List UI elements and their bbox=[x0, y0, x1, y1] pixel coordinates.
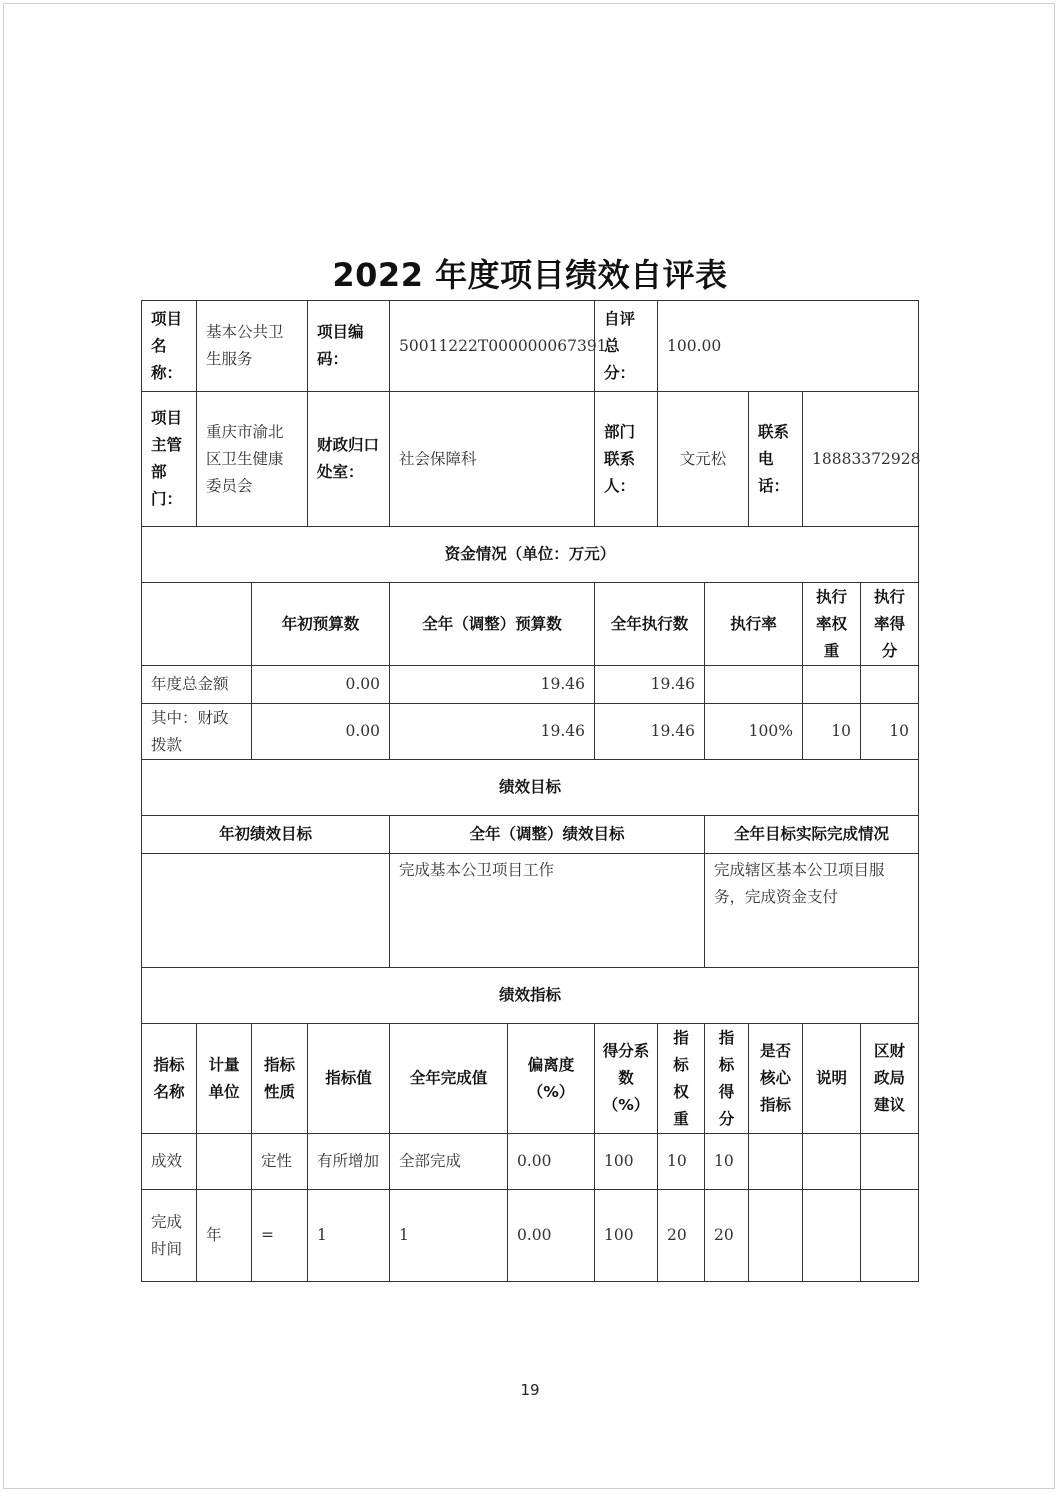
goals-initial-value bbox=[141, 854, 390, 968]
ind-cell: 年 bbox=[197, 1190, 252, 1282]
project-name-value: 基本公共卫生服务 bbox=[197, 300, 308, 392]
funds-cell: 100% bbox=[705, 704, 803, 760]
funds-header-blank bbox=[141, 583, 252, 666]
ind-cell bbox=[803, 1190, 861, 1282]
ind-cell: 100 bbox=[595, 1134, 658, 1190]
ind-cell: 0.00 bbox=[508, 1190, 595, 1282]
ind-cell: 成效 bbox=[141, 1134, 197, 1190]
finance-value: 社会保障科 bbox=[390, 392, 595, 527]
page-title: 2022 年度项目绩效自评表 bbox=[332, 256, 728, 294]
ind-header-nature: 指标性质 bbox=[252, 1024, 308, 1134]
funds-header-adjusted-budget: 全年（调整）预算数 bbox=[390, 583, 595, 666]
ind-header-value: 指标值 bbox=[308, 1024, 390, 1134]
ind-cell bbox=[197, 1134, 252, 1190]
ind-header-note: 说明 bbox=[803, 1024, 861, 1134]
ind-cell: 定性 bbox=[252, 1134, 308, 1190]
funds-cell: 10 bbox=[803, 704, 861, 760]
funds-row-label: 其中：财政拨款 bbox=[141, 704, 252, 760]
phone-label: 联系电话： bbox=[749, 392, 803, 527]
indicators-section-title: 绩效指标 bbox=[141, 968, 919, 1024]
phone-value: 18883372928 bbox=[803, 392, 919, 527]
ind-header-core: 是否核心指标 bbox=[749, 1024, 803, 1134]
ind-header-suggestion: 区财政局建议 bbox=[861, 1024, 919, 1134]
dept-value: 重庆市渝北区卫生健康委员会 bbox=[197, 392, 308, 527]
funds-header-rate-weight: 执行率权重 bbox=[803, 583, 861, 666]
ind-header-unit: 计量单位 bbox=[197, 1024, 252, 1134]
contact-value: 文元松 bbox=[658, 392, 749, 527]
ind-cell: 1 bbox=[308, 1190, 390, 1282]
ind-cell bbox=[861, 1190, 919, 1282]
funds-section-title: 资金情况（单位：万元） bbox=[141, 527, 919, 583]
funds-cell: 0.00 bbox=[252, 666, 390, 704]
project-code-value: 50011222T000000067391 bbox=[390, 300, 595, 392]
ind-cell: 完成时间 bbox=[141, 1190, 197, 1282]
ind-cell: 1 bbox=[390, 1190, 508, 1282]
dept-label: 项目主管部门： bbox=[141, 392, 197, 527]
project-name-label: 项目名称： bbox=[141, 300, 197, 392]
funds-cell: 19.46 bbox=[390, 704, 595, 760]
funds-header-exec-rate: 执行率 bbox=[705, 583, 803, 666]
ind-cell: = bbox=[252, 1190, 308, 1282]
ind-header-deviation: 偏离度（%） bbox=[508, 1024, 595, 1134]
project-code-label: 项目编码： bbox=[308, 300, 390, 392]
goals-header-initial: 年初绩效目标 bbox=[141, 816, 390, 854]
ind-cell bbox=[749, 1134, 803, 1190]
score-label: 自评总分： bbox=[595, 300, 658, 392]
ind-header-weight: 指标权重 bbox=[658, 1024, 705, 1134]
ind-cell: 0.00 bbox=[508, 1134, 595, 1190]
goals-actual-value: 完成辖区基本公卫项目服务，完成资金支付 bbox=[705, 854, 919, 968]
ind-header-score: 指标得分 bbox=[705, 1024, 749, 1134]
ind-cell: 全部完成 bbox=[390, 1134, 508, 1190]
funds-header-initial-budget: 年初预算数 bbox=[252, 583, 390, 666]
funds-row-label: 年度总金额 bbox=[141, 666, 252, 704]
funds-cell: 0.00 bbox=[252, 704, 390, 760]
goals-header-actual: 全年目标实际完成情况 bbox=[705, 816, 919, 854]
ind-cell bbox=[749, 1190, 803, 1282]
ind-header-completed: 全年完成值 bbox=[390, 1024, 508, 1134]
ind-cell bbox=[861, 1134, 919, 1190]
ind-header-name: 指标名称 bbox=[141, 1024, 197, 1134]
page-number: 19 bbox=[520, 1381, 540, 1399]
ind-cell: 10 bbox=[658, 1134, 705, 1190]
ind-cell: 20 bbox=[658, 1190, 705, 1282]
funds-header-rate-score: 执行率得分 bbox=[861, 583, 919, 666]
funds-cell: 19.46 bbox=[390, 666, 595, 704]
ind-cell bbox=[803, 1134, 861, 1190]
funds-cell bbox=[705, 666, 803, 704]
score-value: 100.00 bbox=[658, 300, 919, 392]
funds-header-executed: 全年执行数 bbox=[595, 583, 705, 666]
evaluation-table bbox=[141, 300, 919, 1282]
ind-cell: 有所增加 bbox=[308, 1134, 390, 1190]
funds-cell: 19.46 bbox=[595, 666, 705, 704]
funds-cell bbox=[803, 666, 861, 704]
ind-cell: 20 bbox=[705, 1190, 749, 1282]
ind-cell: 100 bbox=[595, 1190, 658, 1282]
funds-cell: 10 bbox=[861, 704, 919, 760]
contact-label: 部门联系人： bbox=[595, 392, 658, 527]
finance-label: 财政归口处室： bbox=[308, 392, 390, 527]
ind-cell: 10 bbox=[705, 1134, 749, 1190]
funds-cell: 19.46 bbox=[595, 704, 705, 760]
goals-header-adjusted: 全年（调整）绩效目标 bbox=[390, 816, 705, 854]
funds-cell bbox=[861, 666, 919, 704]
goals-adjusted-value: 完成基本公卫项目工作 bbox=[390, 854, 705, 968]
ind-header-coefficient: 得分系数（%） bbox=[595, 1024, 658, 1134]
goals-section-title: 绩效目标 bbox=[141, 760, 919, 816]
